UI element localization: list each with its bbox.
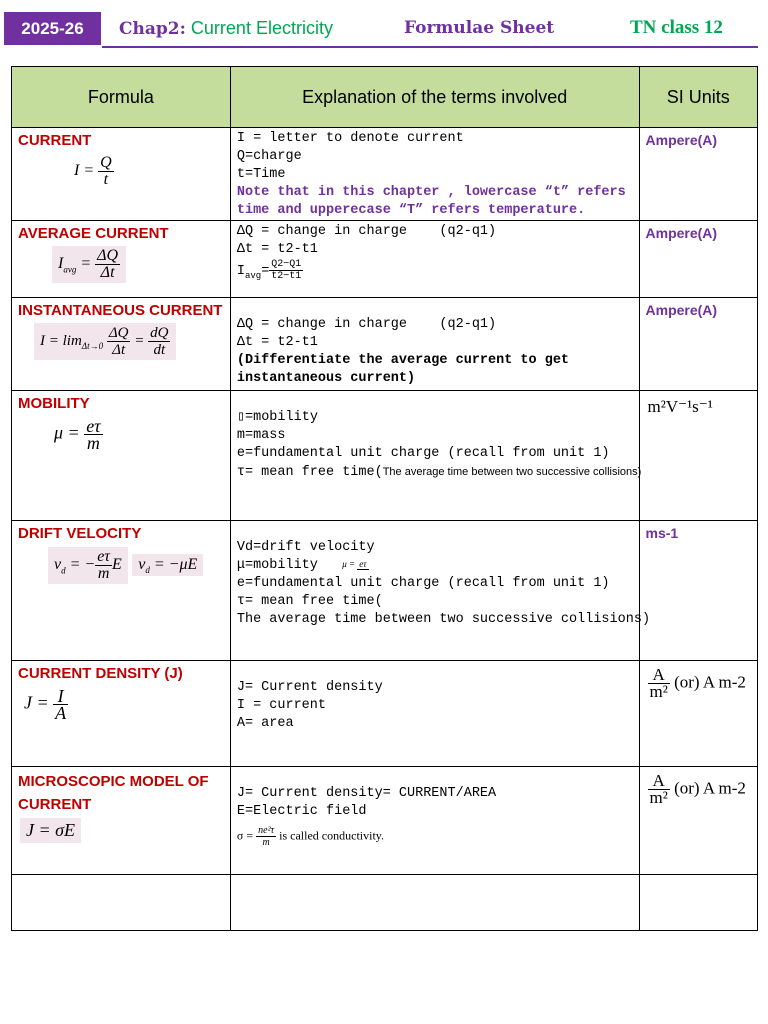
unit-value: ms-1: [645, 525, 679, 541]
unit-cell: [639, 128, 757, 221]
explain-line: I = current: [236, 698, 326, 713]
explain-line: e=fundamental unit charge (recall from unit 1): [236, 446, 610, 461]
explain-note: Note that in this chapter , lowercase “t” refers time and upperecase “T” refers temperature.: [236, 185, 626, 218]
instantaneous-formula: $I = \lim_{\Delta t\to 0}$ $\frac{\Delta Q}{\Delta t}$ = $\frac{dQ}{dt}$: [34, 323, 176, 360]
explain-line: Δt = t2-t1: [236, 335, 318, 350]
table-row-empty: [12, 875, 758, 931]
header-si-units: SI Units: [639, 67, 757, 128]
empty-cell: [639, 875, 757, 931]
explain-line: E=Electric field: [236, 804, 367, 819]
unit-cell: [639, 767, 757, 875]
explain-line: A= area: [236, 716, 294, 731]
table-row: [12, 221, 758, 298]
chapter-name: Current Electricity: [190, 18, 333, 38]
chapter-title: [119, 16, 333, 41]
explain-line: τ= mean free time(: [236, 594, 383, 609]
empty-cell: [230, 875, 639, 931]
unit-value: Ampere(A): [645, 132, 718, 148]
table-row: [12, 391, 758, 521]
unit-cell: [639, 298, 757, 391]
explanation-cell: Vd=drift velocity μ=mobility μ = eτ e=fundamental unit charge (recall from unit 1) τ= mean free time( The average time between two successive collisions): [230, 521, 639, 661]
microscopic-formula: J = σE: [20, 818, 81, 843]
row-label: INSTANTANEOUS CURRENT: [18, 302, 223, 319]
row-label: CURRENT DENSITY (J): [18, 665, 183, 682]
chapter-prefix: Chap2:: [119, 19, 186, 39]
explain-line: Vd=drift velocity: [236, 540, 375, 555]
class-label: TN class 12: [630, 17, 723, 38]
unit-cell: [639, 391, 757, 521]
formula-cell: [12, 521, 231, 661]
explain-note: (Differentiate the average current to get instantaneous current): [236, 353, 570, 386]
explanation-cell: [230, 391, 642, 521]
row-label: MOBILITY: [18, 395, 90, 412]
explain-line: (q2-q1): [439, 317, 497, 332]
row-label: CURRENT: [18, 132, 92, 149]
header-rule: [102, 46, 758, 48]
formula-cell: [12, 128, 231, 221]
formula-table: [11, 66, 758, 931]
explain-line: ΔQ = change in charge: [236, 224, 408, 239]
unit-value: Ampere(A): [645, 225, 718, 241]
table-row: [12, 128, 758, 221]
row-label: DRIFT VELOCITY: [18, 525, 142, 542]
header-formula: Formula: [12, 67, 231, 128]
explain-line: The average time between two successive collisions): [236, 612, 651, 627]
unit-value: m²V⁻¹s⁻¹: [647, 397, 713, 416]
explain-line: I = letter to denote current: [236, 131, 464, 146]
formula-cell: [12, 661, 231, 767]
explanation-cell: [230, 767, 639, 875]
table-header-row: [12, 67, 758, 128]
mobility-formula: μ = $\frac{e\tau}{m}$: [54, 416, 101, 453]
row-label: AVERAGE CURRENT: [18, 225, 169, 242]
current-formula: I = $\frac{Q}{t}$: [74, 154, 112, 188]
explanation-cell: [230, 298, 639, 391]
unit-cell: [639, 661, 757, 767]
row-label: MICROSCOPIC MODEL OF CURRENT: [18, 773, 209, 813]
table-row: [12, 767, 758, 875]
table-row: [12, 521, 758, 661]
table-row: [12, 298, 758, 391]
drift-velocity-formula-2: $v_d = -\mu E$: [132, 554, 203, 576]
year-badge: 2025-26: [4, 12, 101, 45]
explain-line: Q=charge: [236, 149, 302, 164]
explain-line: (q2-q1): [439, 224, 497, 239]
table-row: [12, 661, 758, 767]
formula-cell: [12, 221, 231, 298]
explain-line: m=mass: [236, 428, 286, 443]
avg-current-formula: $I_{avg}$ = $\frac{\Delta Q}{\Delta t}$: [52, 246, 126, 283]
explain-line: Δt = t2-t1: [236, 242, 318, 257]
unit-value: Ampere(A): [645, 302, 718, 318]
unit-cell: [639, 221, 757, 298]
explain-line: μ=mobility: [236, 558, 318, 573]
formula-cell: [12, 391, 231, 521]
current-density-formula: J = $\frac{I}{A}$: [24, 686, 67, 723]
explain-line: J= Current density: [236, 680, 383, 695]
explain-line: ▯=mobility: [236, 410, 318, 425]
page-header: [0, 0, 768, 48]
explanation-cell: [230, 661, 639, 767]
formula-cell: [12, 767, 231, 875]
explain-line: τ= mean free time(: [236, 465, 383, 480]
explanation-cell: [230, 128, 639, 221]
drift-velocity-formula: $v_d$ = − $\frac{e\tau}{m}$ E: [48, 547, 128, 584]
header-explanation: Explanation of the terms involved: [230, 67, 639, 128]
unit-cell: [639, 521, 757, 661]
unit-value: $\frac{A}{\text{m²}}$ (or) A m-2: [649, 665, 746, 701]
explain-line: ΔQ = change in charge: [236, 317, 408, 332]
sheet-title: Formulae Sheet: [404, 18, 555, 38]
explain-line: e=fundamental unit charge (recall from unit 1): [236, 576, 610, 591]
conductivity-line: σ = $\frac{\text{ne²τ}}{m}$ is called conductivity.: [236, 825, 384, 848]
unit-value: $\frac{A}{\text{m²}}$ (or) A m-2: [649, 771, 746, 807]
explain-line: The average time between two successive collisions): [382, 466, 642, 478]
explain-line: J= Current density= CURRENT/AREA: [236, 786, 497, 801]
formula-cell: [12, 298, 231, 391]
avg-formula-inline: $I_{avg}=$ $\frac{Q2-Q1}{t2-t1}$: [236, 259, 302, 282]
explanation-cell: [230, 221, 639, 298]
explain-line: t=Time: [236, 167, 286, 182]
empty-cell: [12, 875, 231, 931]
